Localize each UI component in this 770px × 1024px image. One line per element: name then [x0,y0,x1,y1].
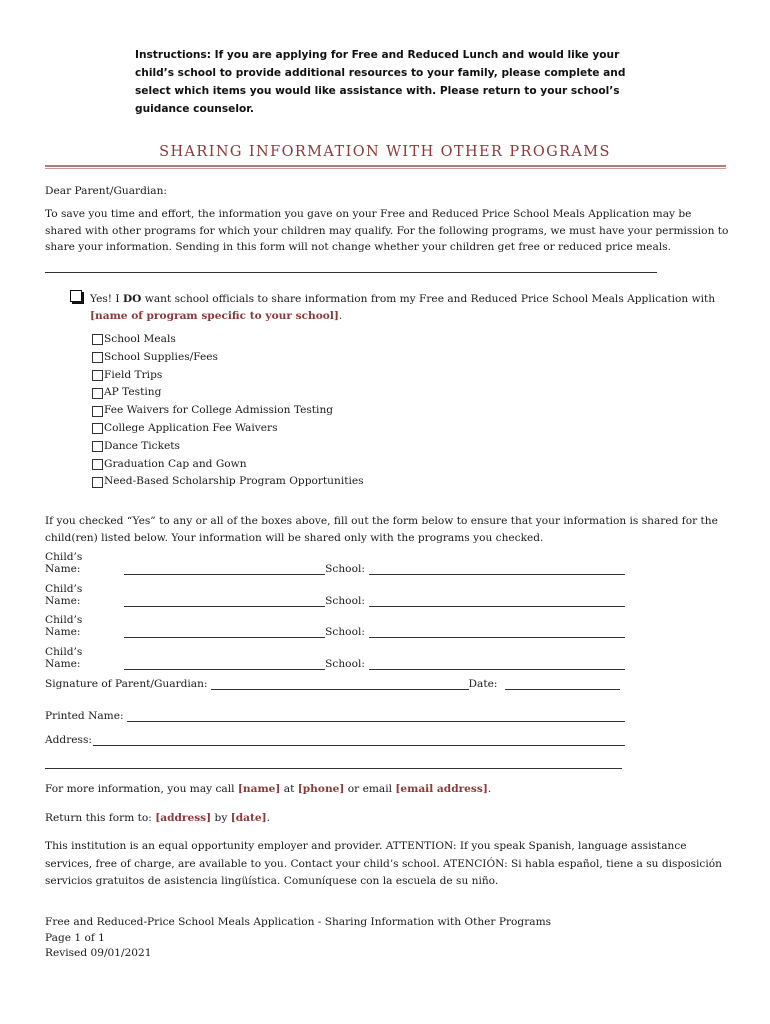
checkbox-icon[interactable] [92,459,103,470]
more-info-or-email: or email [344,783,396,795]
checkbox-icon[interactable] [92,477,103,488]
program-checklist [92,331,364,491]
checkbox-icon[interactable] [92,406,103,417]
consent-statement [90,291,730,324]
program-placeholder: [name of program specific to your school] [90,309,339,322]
return-address-placeholder: [address] [155,812,212,824]
program-label: Field Trips [104,368,163,381]
return-form-line [45,810,270,827]
footer-form-title: Free and Reduced-Price School Meals Application - Sharing Information with Other Programs [45,916,552,928]
instructions-text: Instructions: If you are applying for Free and Reduced Lunch and would like your child’s school to provide additional resources to your family, please complete and select which items you would like assistance with. Please return to your school’s guidance counselor. [135,49,626,115]
child-row-4 [45,646,625,670]
email-placeholder: [email address] [395,783,488,795]
child-name-label: Child’s Name: [45,614,83,638]
checkbox-icon[interactable] [92,334,103,345]
school-field-4[interactable] [369,657,625,670]
return-suffix: . [266,812,270,824]
program-label: School Supplies/Fees [104,350,218,363]
address-label: Address: [45,734,92,746]
title-divider-thin [45,168,726,169]
more-info-prefix: For more information, you may call [45,783,238,795]
child-name-label: Child’s Name: [45,551,83,575]
school-field-1[interactable] [369,562,625,575]
program-label: Graduation Cap and Gown [104,457,247,470]
equal-opportunity-statement: This institution is an equal opportunity employer and provider. ATTENTION: If you speak Spanish, language assistance services, free of charge, are available to you. Contact your child’s school. ATENCIÓN: Si habla español, tiene a su disposición servicios gratuitos de asistencia lingüística. Comuníquese con la escuela de su niño. [45,840,722,887]
checkbox-icon[interactable] [92,388,103,399]
program-label: School Meals [104,333,176,345]
program-option-fee-waivers-testing[interactable] [92,402,364,420]
child-name-field-1[interactable] [124,562,325,575]
salutation: Dear Parent/Guardian: [45,185,168,197]
checkbox-icon[interactable] [92,370,103,381]
consent-suffix: . [338,309,343,322]
more-info-suffix: . [487,783,492,795]
address-field[interactable] [93,733,625,746]
school-field-3[interactable] [369,625,625,638]
school-label: School: [325,595,365,607]
more-info-at: at [280,783,298,795]
date-field[interactable] [505,677,620,690]
page-title: SHARING INFORMATION WITH OTHER PROGRAMS [159,144,611,160]
child-row-2 [45,583,625,607]
school-field-2[interactable] [369,594,625,607]
program-option-college-app-waivers[interactable] [92,420,364,438]
consent-text: want school officials to share information from my Free and Reduced Price School Meals Application with [141,293,716,305]
child-row-1 [45,551,625,575]
child-row-3 [45,614,625,638]
program-option-dance-tickets[interactable] [92,438,364,456]
program-option-field-trips[interactable] [92,367,364,385]
checkbox-icon[interactable] [92,423,103,434]
program-label: Need-Based Scholarship Program Opportunities [104,475,364,488]
printed-name-field[interactable] [127,709,625,722]
return-prefix: Return this form to: [45,812,156,824]
program-label: Fee Waivers for College Admission Testing [104,404,334,417]
school-label: School: [325,563,365,575]
address-row [45,733,625,746]
program-option-ap-testing[interactable] [92,384,364,402]
intro-paragraph: To save you time and effort, the information you gave on your Free and Reduced Price School Meals Application may be shared with other programs for which your children may qualify. For the following programs, we must have your permission to share your information. Sending in this form will not change whether your children get free or reduced price meals. [45,208,729,253]
printed-name-label: Printed Name: [45,710,124,722]
checkbox-icon[interactable] [92,441,103,452]
school-label: School: [325,658,365,670]
signature-label: Signature of Parent/Guardian: [45,678,208,690]
child-name-field-2[interactable] [124,594,325,607]
footer-revision-date: Revised 09/01/2021 [45,947,152,959]
program-label: College Application Fee Waivers [104,421,278,434]
contact-name-placeholder: [name] [237,783,281,795]
phone-placeholder: [phone] [297,783,345,795]
child-name-label: Child’s Name: [45,646,83,670]
child-name-field-3[interactable] [124,625,325,638]
date-label: Date: [468,678,498,690]
more-info-line [45,781,491,798]
program-option-school-supplies[interactable] [92,349,364,367]
checked-note: If you checked “Yes” to any or all of the boxes above, fill out the form below to ensure that your information is shared for the child(ren) listed below. Your information will be shared only with the programs you checked. [45,515,718,544]
section-divider [45,272,657,273]
signature-field[interactable] [211,677,469,690]
return-date-placeholder: [date] [230,812,267,824]
signature-row [45,677,625,690]
program-option-scholarship[interactable] [92,473,364,491]
checkbox-icon[interactable] [92,352,103,363]
consent-prefix: Yes! I [90,293,123,305]
program-option-cap-gown[interactable] [92,456,364,474]
child-name-label: Child’s Name: [45,583,83,607]
program-label: Dance Tickets [104,439,180,452]
printed-name-row [45,709,625,722]
footer-page-number: Page 1 of 1 [45,931,105,944]
school-label: School: [325,626,365,638]
program-option-school-meals[interactable] [92,331,364,349]
program-label: AP Testing [104,386,162,399]
child-name-field-4[interactable] [124,657,325,670]
consent-checkbox[interactable] [70,290,82,302]
footer [45,915,551,962]
address-field-line-2[interactable] [45,768,622,769]
return-by: by [211,812,231,824]
title-divider [45,165,726,167]
consent-emphasis: DO [122,293,142,305]
